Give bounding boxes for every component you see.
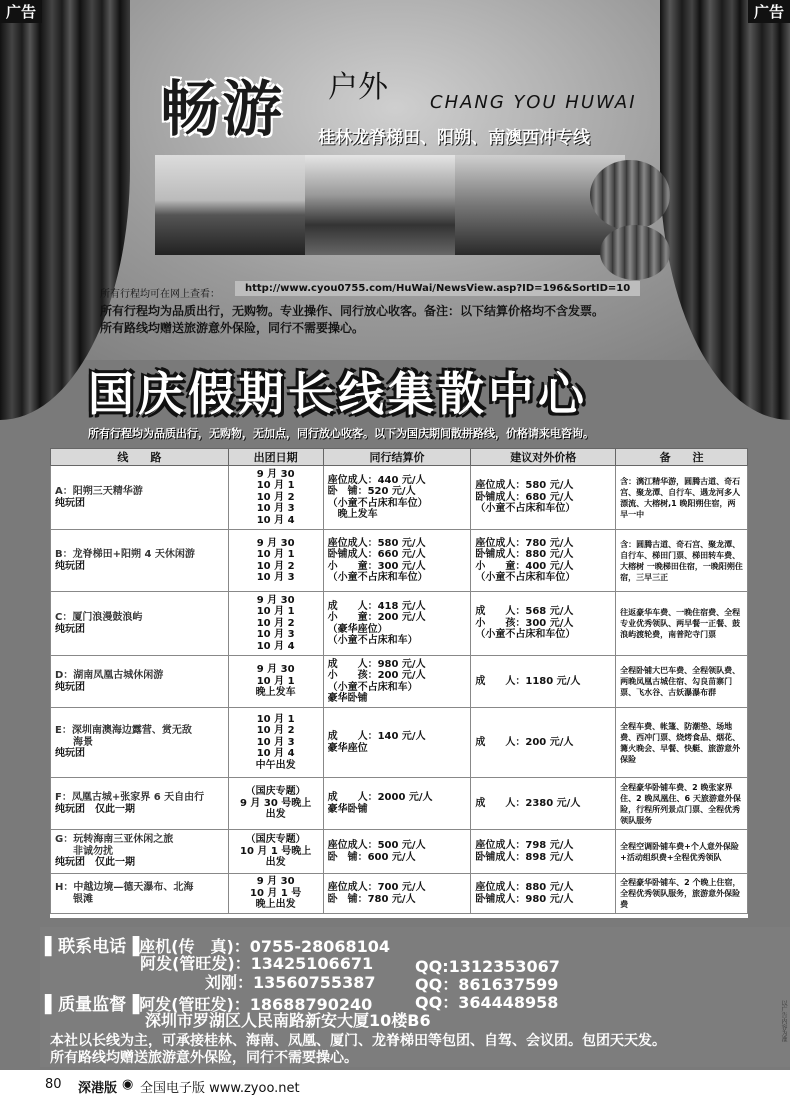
cell-line: 9 月 30 — [256, 876, 295, 888]
cell-line: （小童不占床和车位） — [327, 572, 428, 583]
column-header: 同行结算价 — [323, 449, 471, 466]
cell-line: D：湖南凤凰古城休闲游 — [55, 670, 164, 681]
edition-logo-icon: ◉ — [122, 1077, 134, 1092]
retail-price-cell — [471, 778, 616, 830]
route-cell — [51, 874, 229, 914]
contact-label: ▌联系电话▐ — [45, 937, 140, 957]
cell-line: 晚上发车 — [255, 687, 296, 699]
holiday-subtitle: 所有行程均为品质出行，无购物，无加点，同行放心收客。以下为国庆期间散拼路线，价格请来电咨询。 — [88, 427, 594, 440]
cell-line: （小童不占床和车位） — [475, 629, 576, 641]
cell-line: A：阳朔三天精华游 — [55, 486, 143, 497]
phone-afa2: 阿发(管旺发)：18688790240 — [139, 995, 373, 1014]
cell-line: G：玩转海南三亚休闲之旅 — [55, 834, 174, 846]
cell-line: H：中越边境—德天瀑布、北海 — [55, 882, 194, 893]
note-cell: 含：圆腾古道、奇石宫、聚龙潭、自行车、梯田门票、梯田转车费、大榕树 一晚梯田住宿，一晚阳朔住宿，三早三正 — [616, 530, 748, 592]
site-link[interactable]: 全国电子版 www.zyoo.net — [140, 1081, 300, 1096]
net-price-cell — [323, 778, 471, 830]
table-row — [51, 656, 748, 708]
cell-line: （小童不占床和车） — [327, 681, 418, 693]
cell-line: 成 人：2000 元/人 — [327, 792, 433, 803]
notice-line: 所有路线均赠送旅游意外保险，同行不需要操心。 — [100, 321, 365, 335]
cell-line: 10 月 1 — [256, 713, 295, 725]
notice-line: 所有行程均为品质出行，无购物。专业操作、同行放心收客。备注：以下结算价格均不含发票。 — [100, 304, 605, 318]
dates-cell — [228, 592, 323, 656]
cell-line: 10 月 2 — [256, 725, 295, 737]
table-row — [51, 708, 748, 778]
cell-line: （小童不占床和车位） — [475, 572, 576, 583]
cell-line: 银滩 — [73, 893, 93, 905]
table-row — [51, 778, 748, 830]
net-price-cell — [323, 874, 471, 914]
cell-line: 卧铺成人：880 元/人 — [475, 549, 574, 560]
cell-line: 10 月 2 — [256, 617, 295, 629]
cell-line: 晚上发车 — [327, 509, 378, 520]
slogan: 本社以长线为主，可承接桂林、海南、凤凰、厦门、龙脊梯田等包团、自驾、会议团。包团天天发。 — [50, 1033, 666, 1049]
route-cell — [51, 466, 229, 530]
route-table-panel — [50, 448, 748, 918]
curtain-left — [0, 0, 130, 420]
cell-line: C：厦门浪漫鼓浪屿 — [55, 612, 143, 623]
cell-line: 座位成人：798 元/人 — [475, 840, 574, 851]
retail-price-cell — [471, 530, 616, 592]
cell-line: 成 人：418 元/人 — [327, 600, 426, 612]
cell-line: 座位成人：580 元/人 — [475, 480, 574, 492]
cell-line: 豪华卧铺 — [327, 693, 368, 704]
dates-cell — [228, 656, 323, 708]
cell-line: 晚上出发 — [255, 899, 296, 911]
cell-line: 成 人：140 元/人 — [327, 731, 426, 742]
cell-line: 10 月 3 — [256, 572, 295, 583]
column-header: 备 注 — [616, 449, 748, 466]
net-price-cell — [323, 466, 471, 530]
cell-line: 卧 铺：600 元/人 — [327, 851, 416, 863]
online-label: 所有行程均可在网上查看： — [100, 289, 220, 300]
note-cell: 全程豪华卧铺车费、2 晚张家界住、2 晚凤凰住、6 天旅游意外保险，行程所列景点门票、全程优秀领队服务 — [616, 778, 748, 830]
cell-line: 出发 — [265, 857, 286, 869]
cell-line: 10 月 1 — [256, 606, 295, 618]
photo-ancient-town — [305, 155, 455, 255]
dates-cell — [228, 466, 323, 530]
cell-line: （小童不占床和车位） — [475, 503, 576, 515]
table-row — [51, 874, 748, 914]
cell-line: 小 童：200 元/人 — [327, 612, 426, 623]
quality-label: ▌质量监督▐ — [45, 995, 140, 1015]
brand-english: CHANG YOU HUWAI — [430, 92, 637, 113]
cell-line: 成 人：568 元/人 — [475, 606, 574, 618]
cell-line: 小 童：300 元/人 — [327, 560, 426, 572]
cell-line: 卧 铺：520 元/人 — [327, 486, 416, 497]
cell-line: 出发 — [265, 809, 286, 821]
cell-line: 9 月 30 号晚上 — [239, 797, 312, 809]
route-cell — [51, 830, 229, 874]
cell-line: 10 月 4 — [256, 748, 295, 760]
page-footer — [0, 1073, 790, 1100]
cell-line: 纯玩团 — [55, 623, 85, 635]
cell-line: 成 人：200 元/人 — [475, 736, 574, 748]
cell-line: 纯玩团 — [55, 681, 85, 693]
cell-line: 10 月 1 — [256, 675, 295, 687]
photo-strip — [155, 155, 625, 255]
cell-line: 10 月 3 — [256, 736, 295, 748]
cell-line: 9 月 30 — [256, 594, 295, 606]
cell-line: 10 月 3 — [256, 629, 295, 641]
column-header: 出团日期 — [228, 449, 323, 466]
cell-line: 座位成人：700 元/人 — [327, 882, 426, 893]
holiday-title: 国庆假期长线集散中心 — [88, 367, 588, 421]
side-note: 以广告内容为准 — [780, 1000, 787, 1042]
cell-line: （豪华座位） — [327, 623, 388, 635]
ad-tag: 广告 — [0, 0, 42, 23]
cell-line: 成 人：1180 元/人 — [475, 675, 581, 687]
qq-number: QQ:1312353067 — [415, 957, 560, 976]
note-cell: 全程车费、帐篷、防潮垫、场地费、西冲门票、烧烤食品、烟花、篝火晚会、早餐、快艇、旅游意外保险 — [616, 708, 748, 778]
route-cell — [51, 708, 229, 778]
cell-line: E：深圳南澳海边露营、赏无敌 — [55, 725, 192, 737]
cell-line: 豪华卧铺 — [327, 803, 368, 815]
edition-label: 深港版 — [78, 1081, 118, 1096]
dates-cell — [228, 708, 323, 778]
cell-line: 卧铺成人：898 元/人 — [475, 851, 574, 863]
table-row — [51, 592, 748, 656]
note-cell: 往返豪华车费、一晚住宿费、全程专业优秀领队、两早餐一正餐、鼓浪屿渡轮费，南普陀寺门票 — [616, 592, 748, 656]
cell-line: 成 人：2380 元/人 — [475, 797, 581, 809]
cell-line: （国庆专题） — [245, 786, 306, 798]
brand-name: 畅游 — [160, 75, 284, 145]
cell-line: 卧 铺：780 元/人 — [327, 893, 416, 905]
cell-line: 10 月 1 — [256, 480, 295, 492]
cell-line: 纯玩团 — [55, 560, 85, 572]
cell-line: 纯玩团 — [55, 497, 85, 509]
route-table — [50, 448, 748, 914]
dates-cell — [228, 830, 323, 874]
net-price-cell — [323, 530, 471, 592]
dates-cell — [228, 778, 323, 830]
net-price-cell — [323, 592, 471, 656]
route-cell — [51, 778, 229, 830]
qq-number: QQ：364448958 — [415, 993, 559, 1012]
cell-line: 座位成人：880 元/人 — [475, 882, 574, 893]
cell-line: 10 月 2 — [256, 491, 295, 503]
ad-tag: 广告 — [748, 0, 790, 23]
lantern-icon — [600, 225, 670, 280]
lantern-icon — [590, 160, 670, 230]
note-cell: 全程卧铺大巴车费、全程领队费、两晚凤凰古城住宿、勾良苗寨门票、飞水谷、古妖瀑瀑布群 — [616, 656, 748, 708]
cell-line: B：龙脊梯田+阳朔 4 天休闲游 — [55, 549, 195, 560]
address: 深圳市罗湖区人民南路新安大厦10楼B6 — [145, 1011, 431, 1030]
phone-afa: 阿发(管旺发)：13425106671 — [140, 954, 374, 973]
net-price-cell — [323, 708, 471, 778]
cell-line: 10 月 1 号 — [249, 887, 302, 899]
column-header: 线 路 — [51, 449, 229, 466]
contact-panel — [40, 927, 790, 1067]
fax-number: 座机(传 真)：0755-28068104 — [139, 937, 391, 956]
slogan: 所有路线均赠送旅游意外保险，同行不需要操心。 — [50, 1050, 358, 1066]
cell-line: 10 月 4 — [256, 640, 295, 652]
dates-cell — [228, 874, 323, 914]
cell-line: 10 月 2 — [256, 560, 295, 572]
website-link[interactable]: http://www.cyou0755.com/HuWai/NewsView.asp?ID=196&SortID=10 — [235, 281, 640, 296]
note-cell: 全程空调卧铺车费+个人意外保险+活动组织费+全程优秀领队 — [616, 830, 748, 874]
table-row — [51, 830, 748, 874]
retail-price-cell — [471, 830, 616, 874]
curtain-right — [660, 0, 790, 420]
cell-line: 中午出发 — [255, 759, 296, 771]
cell-line: 纯玩团 仅此一期 — [55, 803, 135, 815]
cell-line: 9 月 30 — [256, 537, 295, 549]
cell-line: 纯玩团 — [55, 748, 85, 760]
cell-line: （国庆专题） — [245, 834, 306, 846]
route-cell — [51, 592, 229, 656]
route-cell — [51, 530, 229, 592]
cell-line: 10 月 1 号晚上 — [239, 845, 312, 857]
qq-number: QQ：861637599 — [415, 975, 559, 994]
cell-line: 小 童：400 元/人 — [475, 560, 574, 572]
brand-sub: 户外 — [328, 70, 388, 105]
cell-line: 卧铺成人：980 元/人 — [475, 893, 574, 905]
cell-line: 9 月 30 — [256, 664, 295, 676]
retail-price-cell — [471, 708, 616, 778]
route-cell — [51, 656, 229, 708]
cell-line: 小 孩：200 元/人 — [327, 670, 426, 681]
retail-price-cell — [471, 466, 616, 530]
cell-line: 10 月 3 — [256, 503, 295, 515]
cell-line: 纯玩团 仅此一期 — [55, 857, 135, 869]
cell-line: 座位成人：580 元/人 — [327, 537, 426, 549]
phone-liugang: 刘刚：13560755387 — [205, 973, 376, 992]
table-row — [51, 466, 748, 530]
cell-line: 座位成人：500 元/人 — [327, 840, 426, 851]
photo-palm-beach — [155, 155, 305, 255]
cell-line: 10 月 4 — [256, 514, 295, 526]
retail-price-cell — [471, 592, 616, 656]
cell-line: 10 月 1 — [256, 549, 295, 560]
cell-line: （小童不占床和车） — [327, 635, 418, 646]
cell-line: 成 人：980 元/人 — [327, 658, 426, 670]
table-row — [51, 530, 748, 592]
page-number: 80 — [45, 1077, 62, 1092]
cell-line: 豪华座位 — [327, 742, 368, 754]
route-title: 桂林龙脊梯田、阳朔、南澳西冲专线 — [318, 128, 590, 148]
cell-line: 9 月 30 — [256, 468, 295, 480]
cell-line: 非诚勿扰 — [73, 845, 113, 857]
cell-line: 海景 — [73, 736, 93, 748]
note-cell: 含：漓江精华游，圆腾古道、奇石宫、聚龙潭、自行车、遇龙河多人漂流、大榕树,1 晚阳朔住宿，两早一中 — [616, 466, 748, 530]
retail-price-cell — [471, 874, 616, 914]
cell-line: （小童不占床和车位） — [327, 497, 428, 509]
column-header: 建议对外价格 — [471, 449, 616, 466]
cell-line: 小 孩：300 元/人 — [475, 617, 574, 629]
cell-line: 座位成人：440 元/人 — [327, 474, 426, 486]
dates-cell — [228, 530, 323, 592]
table-header-row — [51, 449, 748, 466]
cell-line: 卧铺成人：680 元/人 — [475, 491, 574, 503]
cell-line: F：凤凰古城+张家界 6 天自由行 — [55, 792, 205, 803]
note-cell: 全程豪华卧铺车、2 个晚上住宿，全程优秀领队服务，旅游意外保险费 — [616, 874, 748, 914]
retail-price-cell — [471, 656, 616, 708]
net-price-cell — [323, 656, 471, 708]
net-price-cell — [323, 830, 471, 874]
cell-line: 座位成人：780 元/人 — [475, 537, 574, 549]
cell-line: 卧铺成人：660 元/人 — [327, 549, 426, 560]
ad-banner — [0, 0, 790, 360]
